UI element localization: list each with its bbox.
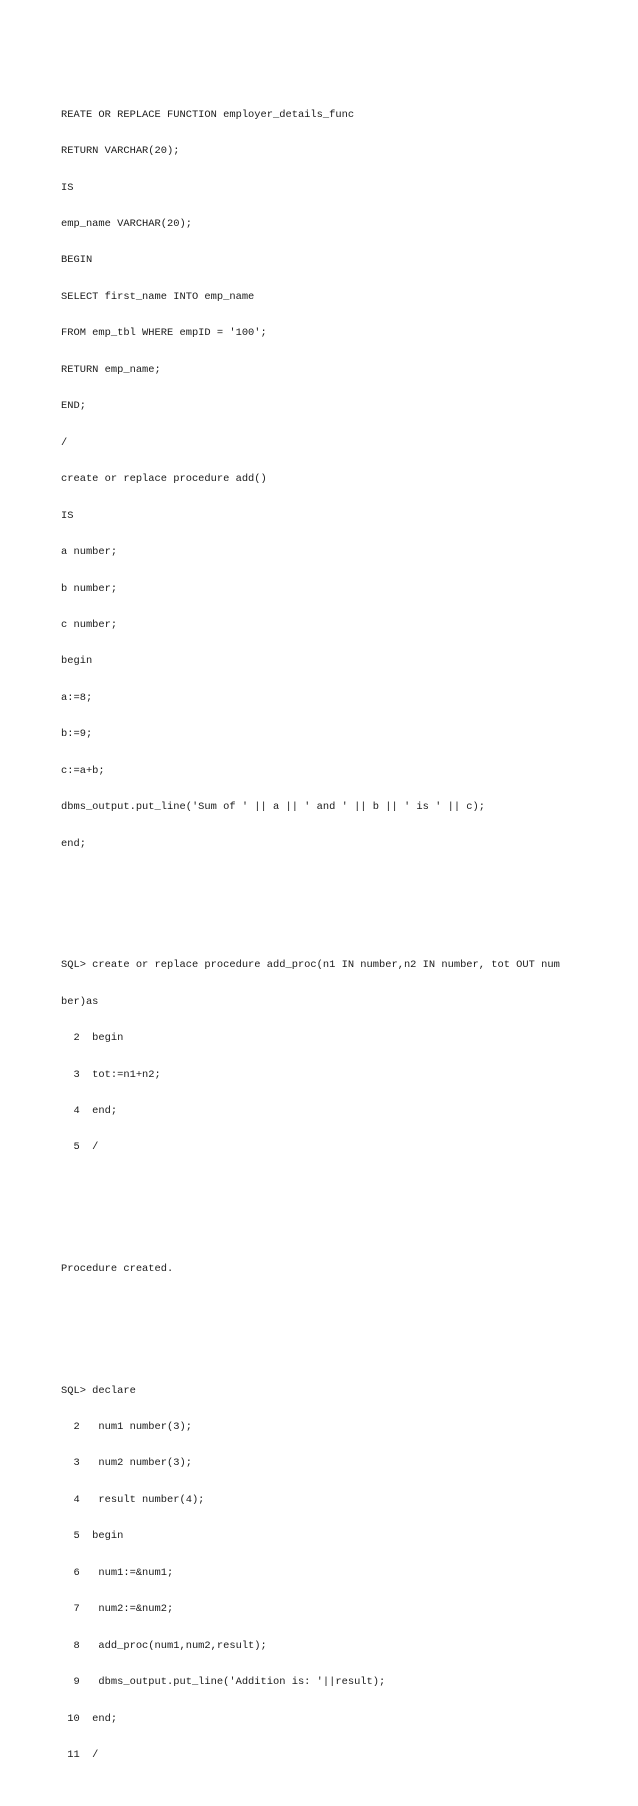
sql-output-message [61, 1239, 621, 1300]
code-line: IS [61, 509, 74, 522]
code-line: 6 num1:=&num1; [61, 1566, 174, 1579]
code-line: Procedure created. [61, 1263, 174, 1276]
code-line: begin [61, 655, 93, 668]
code-line: 8 add_proc(num1,num2,result); [61, 1639, 267, 1652]
code-line: 2 num1 number(3); [61, 1421, 192, 1433]
code-line: 2 begin [61, 1032, 124, 1045]
code-line: c number; [61, 618, 118, 631]
code-line: end; [61, 837, 86, 850]
code-line: REATE OR REPLACE FUNCTION employer_details_func [61, 108, 355, 121]
code-line: 10 end; [61, 1712, 118, 1725]
code-line: 3 num2 number(3); [61, 1457, 192, 1470]
code-line: BEGIN [61, 254, 93, 267]
sql-session-create-procedure [61, 935, 621, 1178]
code-line: emp_name VARCHAR(20); [61, 217, 192, 230]
code-line: 11 / [61, 1749, 99, 1762]
code-line: SELECT first_name INTO emp_name [61, 290, 255, 303]
code-line: 9 dbms_output.put_line('Addition is: '||result); [61, 1676, 386, 1689]
code-line: a number; [61, 546, 118, 559]
code-line: END; [61, 400, 86, 413]
code-line: RETURN VARCHAR(20); [61, 145, 180, 158]
code-line: 5 / [61, 1141, 99, 1154]
code-line: SQL> create or replace procedure add_proc(n1 IN number,n2 IN number, tot OUT num [61, 959, 560, 972]
code-line: SQL> declare [61, 1384, 136, 1397]
code-line: 7 num2:=&num2; [61, 1603, 174, 1616]
code-line: ber)as [61, 995, 99, 1008]
sql-session-declare-block [61, 1360, 621, 1785]
code-line: create or replace procedure add() [61, 473, 267, 486]
blank-line [61, 1324, 621, 1336]
code-line: b number; [61, 582, 118, 595]
code-listing [61, 60, 621, 1806]
code-line: c:=a+b; [61, 764, 105, 777]
code-line: IS [61, 181, 74, 194]
code-line: 3 tot:=n1+n2; [61, 1068, 161, 1081]
blank-line [61, 898, 621, 910]
function-and-procedure-source [61, 84, 621, 874]
code-line: 4 end; [61, 1105, 118, 1118]
code-line: a:=8; [61, 691, 93, 704]
code-line: b:=9; [61, 728, 93, 741]
code-line: RETURN emp_name; [61, 363, 161, 376]
code-line: FROM emp_tbl WHERE empID = '100'; [61, 327, 267, 340]
code-line: 4 result number(4); [61, 1493, 205, 1506]
blank-line [61, 1202, 621, 1214]
code-line: dbms_output.put_line('Sum of ' || a || ' and ' || b || ' is ' || c); [61, 801, 486, 814]
code-line: / [61, 436, 68, 449]
code-line: 5 begin [61, 1530, 124, 1543]
